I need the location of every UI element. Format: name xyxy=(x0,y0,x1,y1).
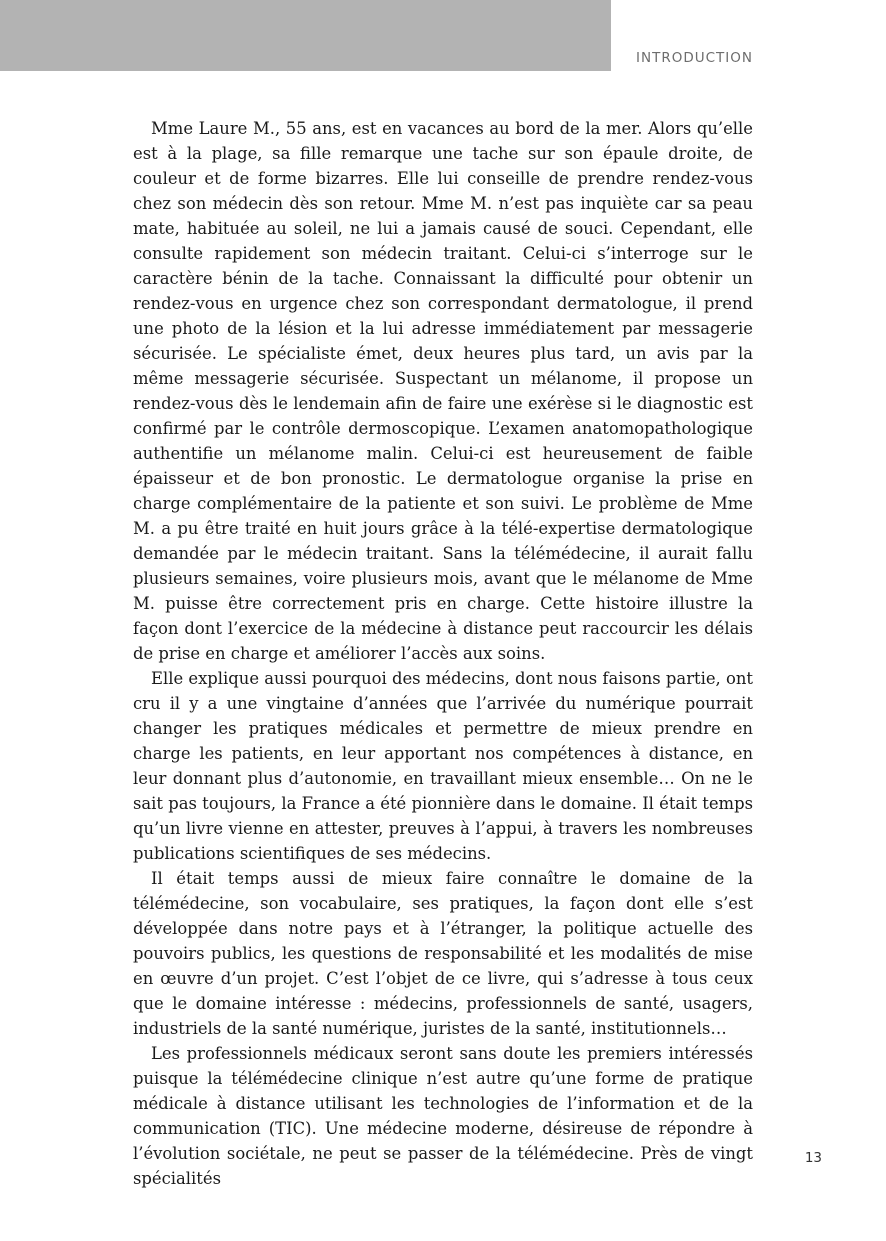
running-head: INTRODUCTION xyxy=(636,50,753,66)
page-number: 13 xyxy=(804,1150,822,1166)
paragraph: Les professionnels médicaux seront sans doute les premiers intéressés puisque la télémédecine clinique n’est autre qu’une forme de pratique médicale à distance utilisant les technologies de l’information et de la communication (TIC). Une médecine moderne, désireuse de répondre à l’évolution sociétale, ne peut se passer de la télémédecine. Près de vingt spécialités xyxy=(133,1044,753,1188)
header-band xyxy=(0,0,611,71)
paragraph: Il était temps aussi de mieux faire connaître le domaine de la télémédecine, son vocabulaire, ses pratiques, la façon dont elle s’est développée dans notre pays et à l’étranger, la politique actuelle des pouvoirs publics, les questions de responsabilité et les modalités de mise en œuvre d’un projet. C’est l’objet de ce livre, qui s’adresse à tous ceux que le domaine intéresse : médecins, professionnels de santé, usagers, industriels de la santé numérique, juristes de la santé, institutionnels… xyxy=(133,869,753,1038)
body-text xyxy=(133,116,753,1191)
paragraph: Mme Laure M., 55 ans, est en vacances au bord de la mer. Alors qu’elle est à la plage, sa fille remarque une tache sur son épaule droite, de couleur et de forme bizarres. Elle lui conseille de prendre rendez-vous chez son médecin dès son retour. Mme M. n’est pas inquiète car sa peau mate, habituée au soleil, ne lui a jamais causé de souci. Cependant, elle consulte rapidement son médecin traitant. Celui-ci s’interroge sur le caractère bénin de la tache. Connaissant la difficulté pour obtenir un rendez-vous en urgence chez son correspondant dermatologue, il prend une photo de la lésion et la lui adresse immédiatement par messagerie sécurisée. Le spécialiste émet, deux heures plus tard, un avis par la même messagerie sécurisée. Suspectant un mélanome, il propose un rendez-vous dès le lendemain afin de faire une exérèse si le diagnostic est confirmé par le contrôle dermoscopique. L’examen anatomopathologique authentifie un mélanome malin. Celui-ci est heureusement de faible épaisseur et de bon pronostic. Le dermatologue organise la prise en charge complémentaire de la patiente et son suivi. Le problème de Mme M. a pu être traité en huit jours grâce à la télé-expertise dermatologique demandée par le médecin traitant. Sans la télémédecine, il aurait fallu plusieurs semaines, voire plusieurs mois, avant que le mélanome de Mme M. puisse être correctement pris en charge. Cette histoire illustre la façon dont l’exercice de la médecine à distance peut raccourcir les délais de prise en charge et améliorer l’accès aux soins. xyxy=(133,119,753,663)
paragraph: Elle explique aussi pourquoi des médecins, dont nous faisons partie, ont cru il y a une vingtaine d’années que l’arrivée du numérique pourrait changer les pratiques médicales et permettre de mieux prendre en charge les patients, en leur apportant nos compétences à distance, en leur donnant plus d’autonomie, en travaillant mieux ensemble… On ne le sait pas toujours, la France a été pionnière dans le domaine. Il était temps qu’un livre vienne en attester, preuves à l’appui, à travers les nombreuses publications scientifiques de ses médecins. xyxy=(133,669,753,863)
